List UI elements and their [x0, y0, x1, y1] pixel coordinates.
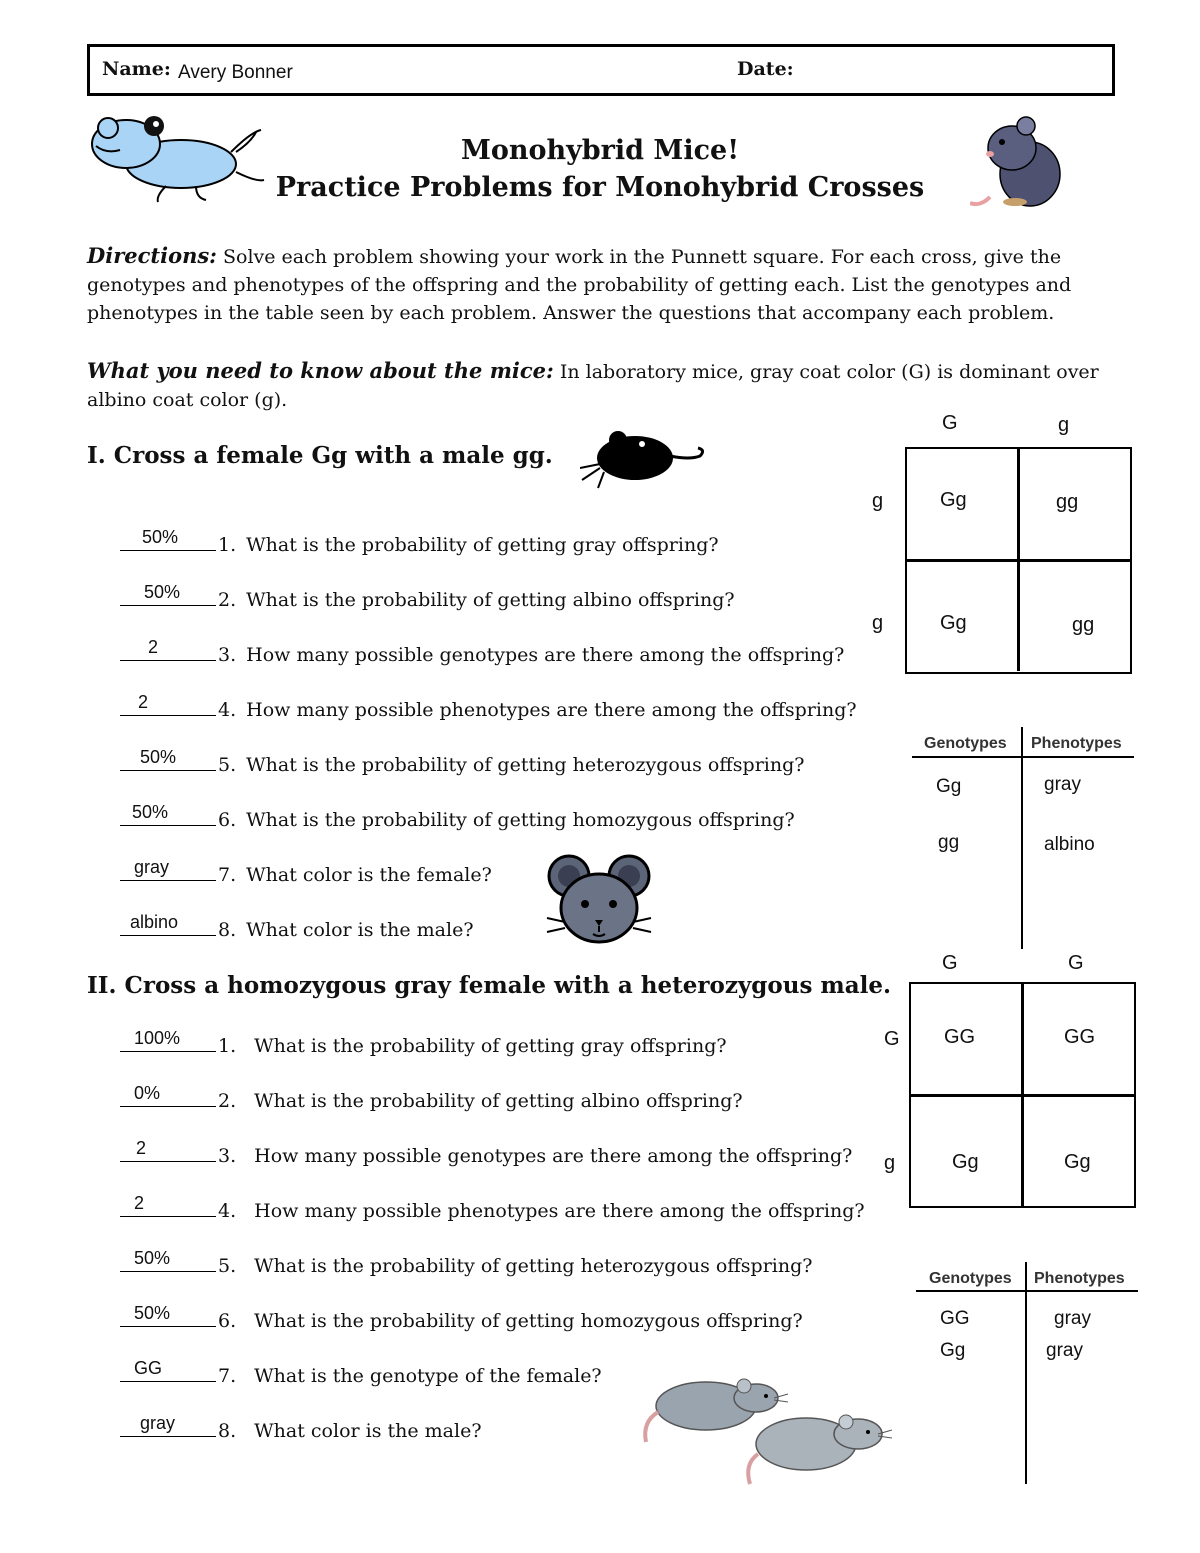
answer-blank[interactable]: 2: [120, 1139, 216, 1162]
date-label: Date:: [737, 58, 794, 80]
s1-question-6: 50% 6. What is the probability of getting homozygous offspring?: [120, 803, 795, 833]
s2-genotype-1: GG: [940, 1308, 970, 1329]
s2-table-header-genotypes: Genotypes: [929, 1270, 1012, 1287]
s2-phenotype-2: gray: [1046, 1340, 1083, 1361]
answer-blank[interactable]: 50%: [120, 528, 216, 551]
date-field[interactable]: [800, 62, 1090, 86]
s1-punnett-cell-1: Gg: [940, 489, 967, 511]
page-title: Monohybrid Mice!: [460, 135, 740, 166]
answer-blank[interactable]: albino: [120, 913, 216, 936]
s1-genotype-1: Gg: [936, 776, 962, 797]
s2-punnett-side-2: g: [884, 1152, 896, 1174]
answer-blank[interactable]: 100%: [120, 1029, 216, 1052]
s2-punnett-top-2: G: [1068, 952, 1084, 974]
s1-punnett-top-1: G: [942, 412, 958, 434]
s1-genotype-2: gg: [938, 832, 960, 853]
table-rule: [916, 1290, 1138, 1292]
s2-punnett-cell-3: Gg: [952, 1151, 979, 1173]
answer-blank[interactable]: GG: [120, 1359, 216, 1382]
answer-blank[interactable]: 50%: [120, 583, 216, 606]
s2-phenotype-1: gray: [1054, 1308, 1091, 1329]
s1-question-3: 2 3. How many possible genotypes are there among the offspring?: [120, 638, 844, 668]
answer-blank[interactable]: gray: [120, 1414, 216, 1437]
s1-table-header-genotypes: Genotypes: [924, 735, 1007, 752]
answer-blank[interactable]: 0%: [120, 1084, 216, 1107]
answer-blank[interactable]: gray: [120, 858, 216, 881]
section-2-heading: II. Cross a homozygous gray female with a heterozygous male.: [87, 972, 892, 999]
s2-question-2: 0% 2. What is the probability of getting albino offspring?: [120, 1084, 743, 1114]
table-rule: [912, 756, 1134, 758]
s2-question-4: 2 4. How many possible phenotypes are there among the offspring?: [120, 1194, 865, 1224]
section-1-heading: I. Cross a female Gg with a male gg.: [87, 442, 553, 469]
name-label: Name:: [102, 58, 171, 80]
s1-punnett-cell-3: Gg: [940, 612, 967, 634]
s1-phenotype-2: albino: [1044, 834, 1095, 855]
s1-table-header-phenotypes: Phenotypes: [1031, 735, 1122, 752]
s1-question-8: albino 8. What color is the male?: [120, 913, 474, 943]
black-mouse-icon: [580, 428, 710, 492]
s2-question-6: 50% 6. What is the probability of getting homozygous offspring?: [120, 1304, 803, 1334]
answer-blank[interactable]: 2: [120, 693, 216, 716]
table-rule: [1025, 1262, 1027, 1484]
page-subtitle: Practice Problems for Monohybrid Crosses: [275, 172, 925, 203]
s2-punnett-top-1: G: [942, 952, 958, 974]
two-rats-icon: [636, 1376, 896, 1488]
s2-question-5: 50% 5. What is the probability of getting heterozygous offspring?: [120, 1249, 812, 1279]
table-rule: [1021, 727, 1023, 949]
gray-rat-icon: [970, 112, 1080, 212]
s1-punnett-cell-4: gg: [1072, 614, 1095, 636]
mouse-face-icon: [545, 850, 655, 950]
s2-punnett-cell-4: Gg: [1064, 1151, 1091, 1173]
s2-question-3: 2 3. How many possible genotypes are there among the offspring?: [120, 1139, 852, 1169]
directions-label: Directions:: [87, 243, 217, 268]
know-text: In laboratory mice, gray coat color (G) is dominant over albino coat color (g).: [87, 361, 1099, 411]
answer-blank[interactable]: 50%: [120, 803, 216, 826]
punnett-divider: [911, 1094, 1134, 1097]
s1-question-5: 50% 5. What is the probability of getting heterozygous offspring?: [120, 748, 804, 778]
s2-punnett-side-1: G: [884, 1028, 900, 1050]
directions-paragraph: [87, 242, 1127, 327]
s1-question-2: 50% 2. What is the probability of getting albino offspring?: [120, 583, 735, 613]
answer-blank[interactable]: 50%: [120, 748, 216, 771]
answer-blank[interactable]: 2: [120, 638, 216, 661]
s1-question-4: 2 4. How many possible phenotypes are there among the offspring?: [120, 693, 857, 723]
answer-blank[interactable]: 50%: [120, 1249, 216, 1272]
s2-question-8: gray 8. What color is the male?: [120, 1414, 482, 1444]
s1-punnett-side-2: g: [872, 612, 884, 634]
s1-phenotype-1: gray: [1044, 774, 1081, 795]
know-label: What you need to know about the mice:: [87, 358, 554, 383]
s2-table-header-phenotypes: Phenotypes: [1034, 1270, 1125, 1287]
know-paragraph: [87, 357, 1127, 414]
s1-punnett-cell-2: gg: [1056, 491, 1079, 513]
directions-text: Solve each problem showing your work in the Punnett square. For each cross, give the genotypes and phenotypes of the offspring and the probability of getting each. List the genotypes and phenotypes in the table seen by each problem. Answer the questions that accompany each problem.: [87, 246, 1072, 324]
s1-question-7: gray 7. What color is the female?: [120, 858, 492, 888]
answer-blank[interactable]: 2: [120, 1194, 216, 1217]
s1-punnett-top-2: g: [1058, 414, 1070, 436]
s1-punnett-side-1: g: [872, 490, 884, 512]
punnett-divider: [907, 559, 1130, 562]
s2-genotype-2: Gg: [940, 1340, 966, 1361]
name-field[interactable]: Avery Bonner: [178, 62, 293, 83]
s2-punnett-cell-1: GG: [944, 1026, 976, 1048]
s1-question-1: 50% 1. What is the probability of getting gray offspring?: [120, 528, 719, 558]
s2-question-1: 100% 1. What is the probability of getting gray offspring?: [120, 1029, 727, 1059]
s2-question-7: GG 7. What is the genotype of the female?: [120, 1359, 602, 1389]
answer-blank[interactable]: 50%: [120, 1304, 216, 1327]
s2-punnett-cell-2: GG: [1064, 1026, 1096, 1048]
